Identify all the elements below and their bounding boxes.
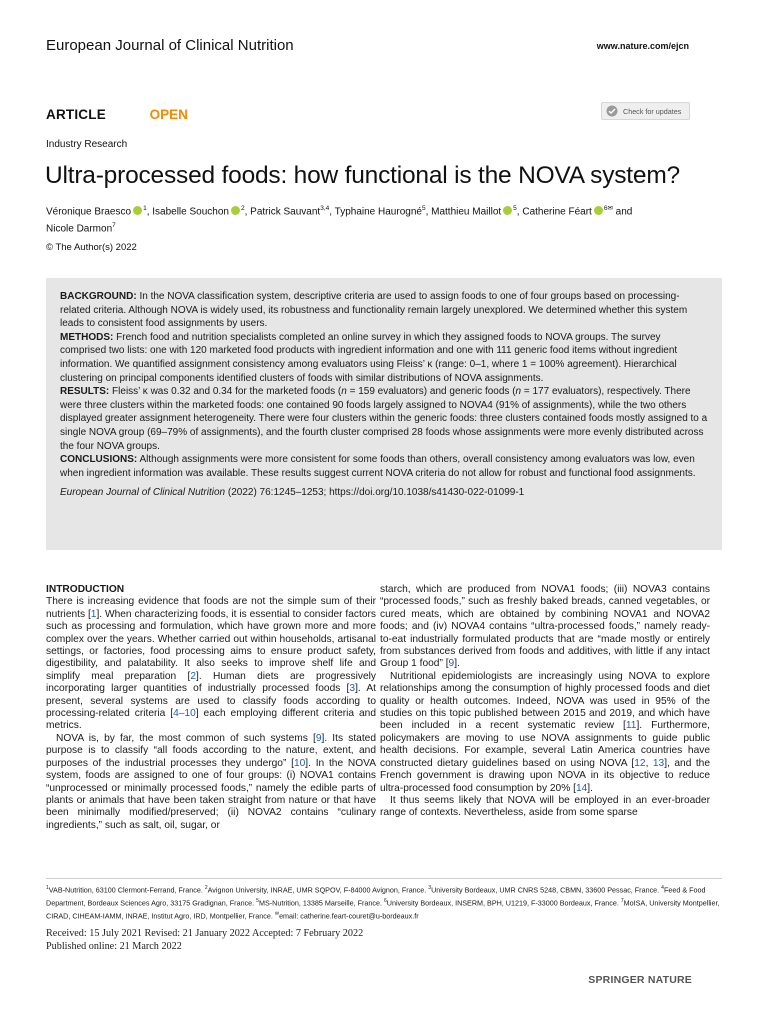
author-list: Véronique Braesco $^1$, Isabelle Souchon $^2$, Patrick Sauvant$^{3,4}$, Typhaine Haurogné$^5$, Matthieu Maillot $^5$, Catherine Féart $^{6✉}$ and Nicole Darmon$^7$ [46,205,633,235]
affiliation-mark: 5 [256,897,259,904]
reference-link[interactable]: 13 [652,757,665,769]
abstract-text: Fleiss’ κ was 0.32 and 0.34 for the marketed foods ( [112,386,342,398]
orcid-icon[interactable] [231,206,240,215]
body-text: starch, which are produced from NOVA1 foods; (iii) NOVA3 contains “processed foods,” such as freshly baked breads, canned vegetables, or cured meats, which are obtained by combining NOVA1 and NOVA2 foods; and (iv) NOVA4 contains “ultra-processed foods,” namely ready-to-eat industrially formulated products that are “made mostly or entirely from substances derived from foods and additives, with little if any intact Group 1 food” [ [380,584,710,670]
author-name[interactable]: Véronique Braesco [46,206,132,218]
affiliation-mark: 6✉ [603,205,613,212]
body-text: Nutritional epidemiologists are increasingly using NOVA to explore relationships among the consumption of highly processed foods and diet quality or health outcomes. Indeed, NOVA was used in 95% of the studies on this topic published between 2015 and 2019, and which have been included in a recent systematic review [ [380,670,710,732]
author-name[interactable]: Typhaine Haurogné [334,206,422,218]
affiliation-mark: 5 [421,205,426,212]
reference-link[interactable]: 12 [634,757,646,769]
body-text: ]. [454,658,460,670]
affiliation-text: University Bordeaux, INSERM, BPH, U1219, F-33000 Bordeaux, France. [386,898,621,908]
orcid-icon[interactable] [503,206,512,215]
affiliation-mark: 3 [428,885,432,891]
abstract-text: n [515,386,522,398]
affiliation-mark: 3,4 [320,205,330,212]
citation-doi[interactable]: (2022) 76:1245–1253; https://doi.org/10.1038/s41430-022-01099-1 [225,487,525,499]
affiliations-footnote [46,883,722,922]
publication-dates [46,928,363,953]
abstract-heading: RESULTS: [60,386,110,398]
affiliation-mark: 5 [513,205,517,212]
footnote-divider [46,878,722,879]
author-name[interactable]: Catherine Féart [522,206,592,218]
published-date: Published online: 21 March 2022 [46,940,182,952]
correspondence-email[interactable]: email: catherine.feart-couret@u-bordeaux.fr [279,911,419,921]
abstract-text: n [341,386,347,398]
reference-link[interactable]: 1 [90,608,97,620]
author-name[interactable]: Matthieu Maillot [431,206,502,218]
reference-link[interactable]: 11 [625,720,637,732]
body-text: , [645,757,653,769]
abstract-heading: CONCLUSIONS: [60,454,138,466]
abstract-heading: BACKGROUND: [60,291,137,302]
body-text: ]. Furthermore, policymakers are moving to use NOVA assignments to guide public health decisions. For example, several Latin America countries have constructed dietary guidelines based on using NOVA [ [380,720,710,769]
body-text: There is increasing evidence that foods are not the simple sum of their nutrients [ [46,596,376,620]
body-text: ]. In the NOVA system, foods are assigned to one of four groups: (i) NOVA1 contains “unprocessed or minimally processed foods,” namely the edible parts of plants or animals that have been taken straight from nature or that have been minimally modified/preserved; (ii) NOVA2 contains “culinary ingredients,” such as salt, oil, sugar, or [46,757,376,831]
body-paragraph [380,671,710,795]
reference-link[interactable]: 3 [349,683,356,695]
citation [60,486,708,500]
affiliation-mark: 7 [620,897,624,904]
copyright: © The Author(s) 2022 [46,242,137,253]
abstract-text: = 177 evaluators), respectively. There were three clusters within the marketed foods: one contained 90 foods largely assigned to NOVA4 (91% of assignments), while the two others displayed greater assignment heterogeneity. There were four clusters within the generic foods: three clusters contained foods mostly assigned to a single NOVA group (69–79% of assignments), and the fourth cluster comprised 28 foods whose assignments were more evenly distributed across the four NOVA groups. [60,386,708,452]
reference-link[interactable]: 4–10 [173,708,196,720]
abstract-box [46,278,722,550]
abstract-text: = 159 evaluators) and generic foods ( [346,386,516,398]
received-dates: Received: 15 July 2021 Revised: 21 January 2022 Accepted: 7 February 2022 [46,928,364,939]
check-for-updates-button[interactable] [601,102,690,120]
check-updates-icon [606,105,618,117]
reference-link[interactable]: 9 [448,658,455,670]
body-text: ] each employing different criteria and metrics. [46,708,377,732]
citation-journal: European Journal of Clinical Nutrition [60,487,226,499]
check-updates-label: Check for updates [623,106,682,116]
affiliation-text: University Bordeaux, UMR CNRS 5248, CBMN, 33600 Pessac, France. [431,885,662,895]
email-mark: ✉ [274,910,280,917]
body-paragraph [46,596,376,732]
body-paragraph [46,733,376,832]
body-text: ]. When characterizing foods, it is essential to consider factors such as processing and formulation, which have grown more and more complex over the years. Whether carried out within households, artisanal settings, or factories, food processing aims to ensure product safety, digestibility, and palatability. It also seeks to improve shelf life and simplify meal preparation [ [46,608,376,682]
reference-link[interactable]: 2 [190,670,197,682]
body-paragraph [380,584,710,671]
abstract-text: French food and nutrition specialists completed an online survey in which they assigned foods to NOVA groups. The survey comprised two lists: one with 120 marketed food products with ingredient information and one with 111 generic food items without ingredient information. We quantified assignment consistency among evaluators using Fleiss’ κ (range: 0–1, where 1 = 100% agreement). Hierarchical clustering on principal components identified clusters of foods with similar distributions of NOVA assignments. [60,331,678,384]
author-name[interactable]: Nicole Darmon [46,223,113,235]
body-text: NOVA is, by far, the most common of such systems [ [56,732,316,744]
abstract-results [60,385,708,453]
author-name[interactable]: Isabelle Souchon [152,206,229,218]
affiliation-mark: 1 [143,205,147,212]
reference-link[interactable]: 10 [293,757,306,769]
affiliation-text: Avignon University, INRAE, UMR SQPOV, F-84000 Avignon, France. [207,885,429,895]
journal-url[interactable]: www.nature.com/ejcn [596,41,689,51]
affiliation-text: MoISA, University Montpellier, CIRAD, CIHEAM-IAMM, INRAE, Institut Agro, IRD, Montpellier, France. [46,898,720,921]
affiliation-mark: 7 [112,222,116,230]
abstract-heading: METHODS: [60,331,114,343]
article-section: Industry Research [46,139,128,150]
abstract-conclusions [60,453,708,480]
affiliation-mark: 2 [204,885,208,891]
abstract-text: Although assignments were more consistent for some foods than others, overall consistency among evaluators was low, even when ingredient information was available. These results suggest current NOVA criteria do not allow for robust and functional food assignments. [60,454,696,479]
body-text: ]. Human diets are progressively incorporating larger quantities of industrially processed foods [ [46,670,376,695]
journal-name: European Journal of Clinical Nutrition [46,37,294,54]
article-type-row [46,107,188,122]
article-title: Ultra-processed foods: how functional is the NOVA system? [45,162,680,189]
body-column-right [380,584,710,820]
body-paragraph: It thus seems likely that NOVA will be employed in an ever-broader range of contexts. Nevertheless, aside from some sparse [380,794,710,819]
body-text: ]. At present, several systems are used to classify foods according to processing-related criteria [ [46,683,376,720]
reference-link[interactable]: 9 [315,732,322,744]
affiliation-text: Feed & Food Department, Bordeaux Sciences Agro, 33175 Gradignan, France. [46,885,706,908]
reference-link[interactable]: 14 [575,782,588,794]
orcid-icon[interactable] [133,206,142,215]
abstract-background [60,290,708,331]
affiliation-mark: 1 [46,885,49,891]
body-column-left [46,584,376,832]
affiliation-mark: 4 [661,885,664,891]
orcid-icon[interactable] [594,206,603,215]
abstract-text: In the NOVA classification system, descriptive criteria are used to assign foods to one of four groups based on processing-related criteria. Although NOVA is widely used, its robustness and functionality remain largely unexplored. We determined whether this system leads to consistent food assignments by users. [60,291,688,330]
article-type: ARTICLE [46,107,106,122]
affiliation-mark: 2 [240,205,245,212]
section-heading: INTRODUCTION [46,584,125,595]
body-text: ]. [587,782,593,794]
body-text: ]. Its stated purpose is to classify “all foods according to the nature, extent, and purposes of the industrial processes they undergo” [ [46,732,376,769]
affiliation-text: MS-Nutrition, 13385 Marseille, France. [258,898,384,908]
abstract-methods [60,331,708,385]
body-text: ], and the French government is drawing upon NOVA in its objective to reduce ultra-processed food consumption by 20% [ [380,757,710,794]
affiliation-text: VAB-Nutrition, 63100 Clermont-Ferrand, France. [48,885,205,895]
author-name[interactable]: Patrick Sauvant [250,206,321,218]
publisher-logo: SPRINGER NATURE [588,974,692,986]
open-access-label: OPEN [149,107,188,122]
affiliation-mark: 6 [383,897,387,904]
